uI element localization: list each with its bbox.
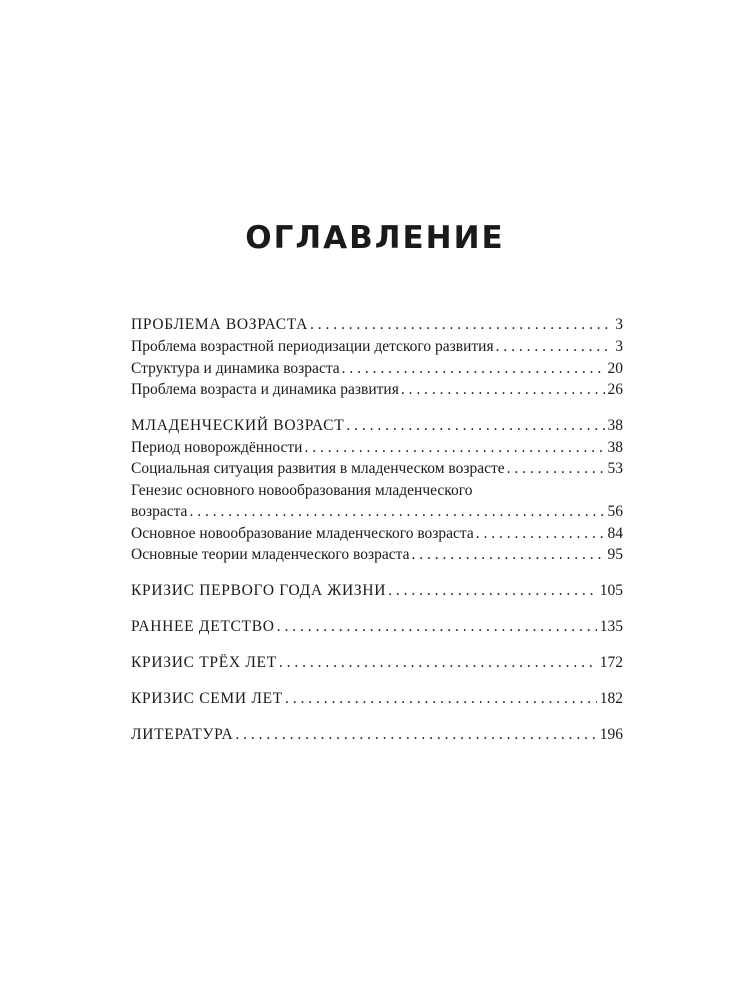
toc-entry[interactable] bbox=[131, 651, 623, 674]
toc-entry-label: Период новорождённости bbox=[131, 438, 303, 456]
toc-entry-label: возраста bbox=[131, 503, 188, 520]
toc-leader-dots bbox=[189, 501, 604, 523]
toc-entry-label: Проблема возраста и динамика развития bbox=[131, 381, 399, 398]
toc-entry-page: 53 bbox=[607, 460, 623, 477]
toc-entry-page: 3 bbox=[615, 316, 623, 333]
toc-leader-dots bbox=[496, 336, 613, 358]
toc-leader-dots bbox=[388, 579, 597, 602]
toc-entry-first-line[interactable] bbox=[131, 480, 623, 502]
toc-entry[interactable] bbox=[131, 313, 623, 336]
toc-entry-label: Структура и динамика возраста bbox=[131, 359, 340, 377]
toc-entry[interactable] bbox=[131, 615, 623, 638]
toc-entry-label: Основное новообразование младенческого возраста bbox=[131, 524, 474, 542]
toc-entry-page: 56 bbox=[607, 503, 623, 520]
toc-leader-dots bbox=[279, 651, 597, 674]
toc-entry[interactable] bbox=[131, 723, 623, 746]
toc-entry-label: ПРОБЛЕМА ВОЗРАСТА bbox=[131, 316, 309, 333]
toc-entry[interactable] bbox=[131, 437, 623, 459]
toc-leader-dots bbox=[310, 313, 612, 336]
toc-entry-page: 95 bbox=[607, 546, 623, 563]
toc-leader-dots bbox=[277, 615, 597, 638]
toc-leader-dots bbox=[304, 437, 604, 459]
page-title: ОГЛАВЛЕНИЕ bbox=[245, 220, 505, 256]
toc-entry-label: РАННЕЕ ДЕТСТВО bbox=[131, 617, 275, 635]
toc-entry-label-line1: Генезис основного новообразования младенческого bbox=[131, 481, 473, 499]
toc-leader-dots bbox=[476, 523, 605, 545]
toc-entry-page: 3 bbox=[615, 338, 623, 355]
toc-leader-dots bbox=[235, 723, 596, 746]
toc-entry[interactable] bbox=[131, 687, 623, 710]
toc-entry[interactable] bbox=[131, 501, 623, 523]
toc-leader-dots bbox=[401, 379, 605, 401]
toc-entry-label: ЛИТЕРАТУРА bbox=[131, 725, 234, 743]
toc-entry-page: 196 bbox=[599, 725, 623, 743]
toc-entry-label: Социальная ситуация развития в младенческом возрасте bbox=[131, 460, 505, 477]
table-of-contents bbox=[131, 313, 623, 746]
toc-entry-page: 172 bbox=[599, 653, 623, 671]
toc-entry-page: 38 bbox=[607, 438, 623, 456]
toc-entry[interactable] bbox=[131, 523, 623, 545]
toc-leader-dots bbox=[342, 358, 605, 380]
toc-leader-dots bbox=[346, 414, 604, 437]
toc-entry[interactable] bbox=[131, 358, 623, 380]
toc-entry-page: 105 bbox=[599, 581, 623, 599]
toc-entry[interactable] bbox=[131, 544, 623, 566]
toc-entry-page: 20 bbox=[607, 359, 623, 377]
toc-leader-dots bbox=[411, 544, 604, 566]
toc-entry[interactable] bbox=[131, 379, 623, 401]
toc-entry-label: КРИЗИС ПЕРВОГО ГОДА ЖИЗНИ bbox=[131, 581, 387, 599]
toc-entry-page: 84 bbox=[607, 524, 623, 542]
toc-entry[interactable] bbox=[131, 579, 623, 602]
toc-entry-label: Основные теории младенческого возраста bbox=[131, 546, 410, 563]
toc-entry-page: 26 bbox=[607, 381, 623, 398]
toc-entry-page: 135 bbox=[599, 617, 623, 635]
toc-entry-page: 182 bbox=[599, 689, 623, 707]
toc-entry[interactable] bbox=[131, 336, 623, 358]
toc-leader-dots bbox=[507, 458, 605, 480]
toc-entry[interactable] bbox=[131, 458, 623, 480]
toc-leader-dots bbox=[285, 687, 597, 710]
toc-entry-label: КРИЗИС ТРЁХ ЛЕТ bbox=[131, 653, 277, 671]
toc-entry-label: КРИЗИС СЕМИ ЛЕТ bbox=[131, 689, 283, 707]
toc-entry-page: 38 bbox=[607, 416, 623, 434]
toc-entry[interactable] bbox=[131, 414, 623, 437]
toc-entry-label: Проблема возрастной периодизации детского развития bbox=[131, 338, 494, 355]
toc-entry-label: МЛАДЕНЧЕСКИЙ ВОЗРАСТ bbox=[131, 416, 345, 434]
